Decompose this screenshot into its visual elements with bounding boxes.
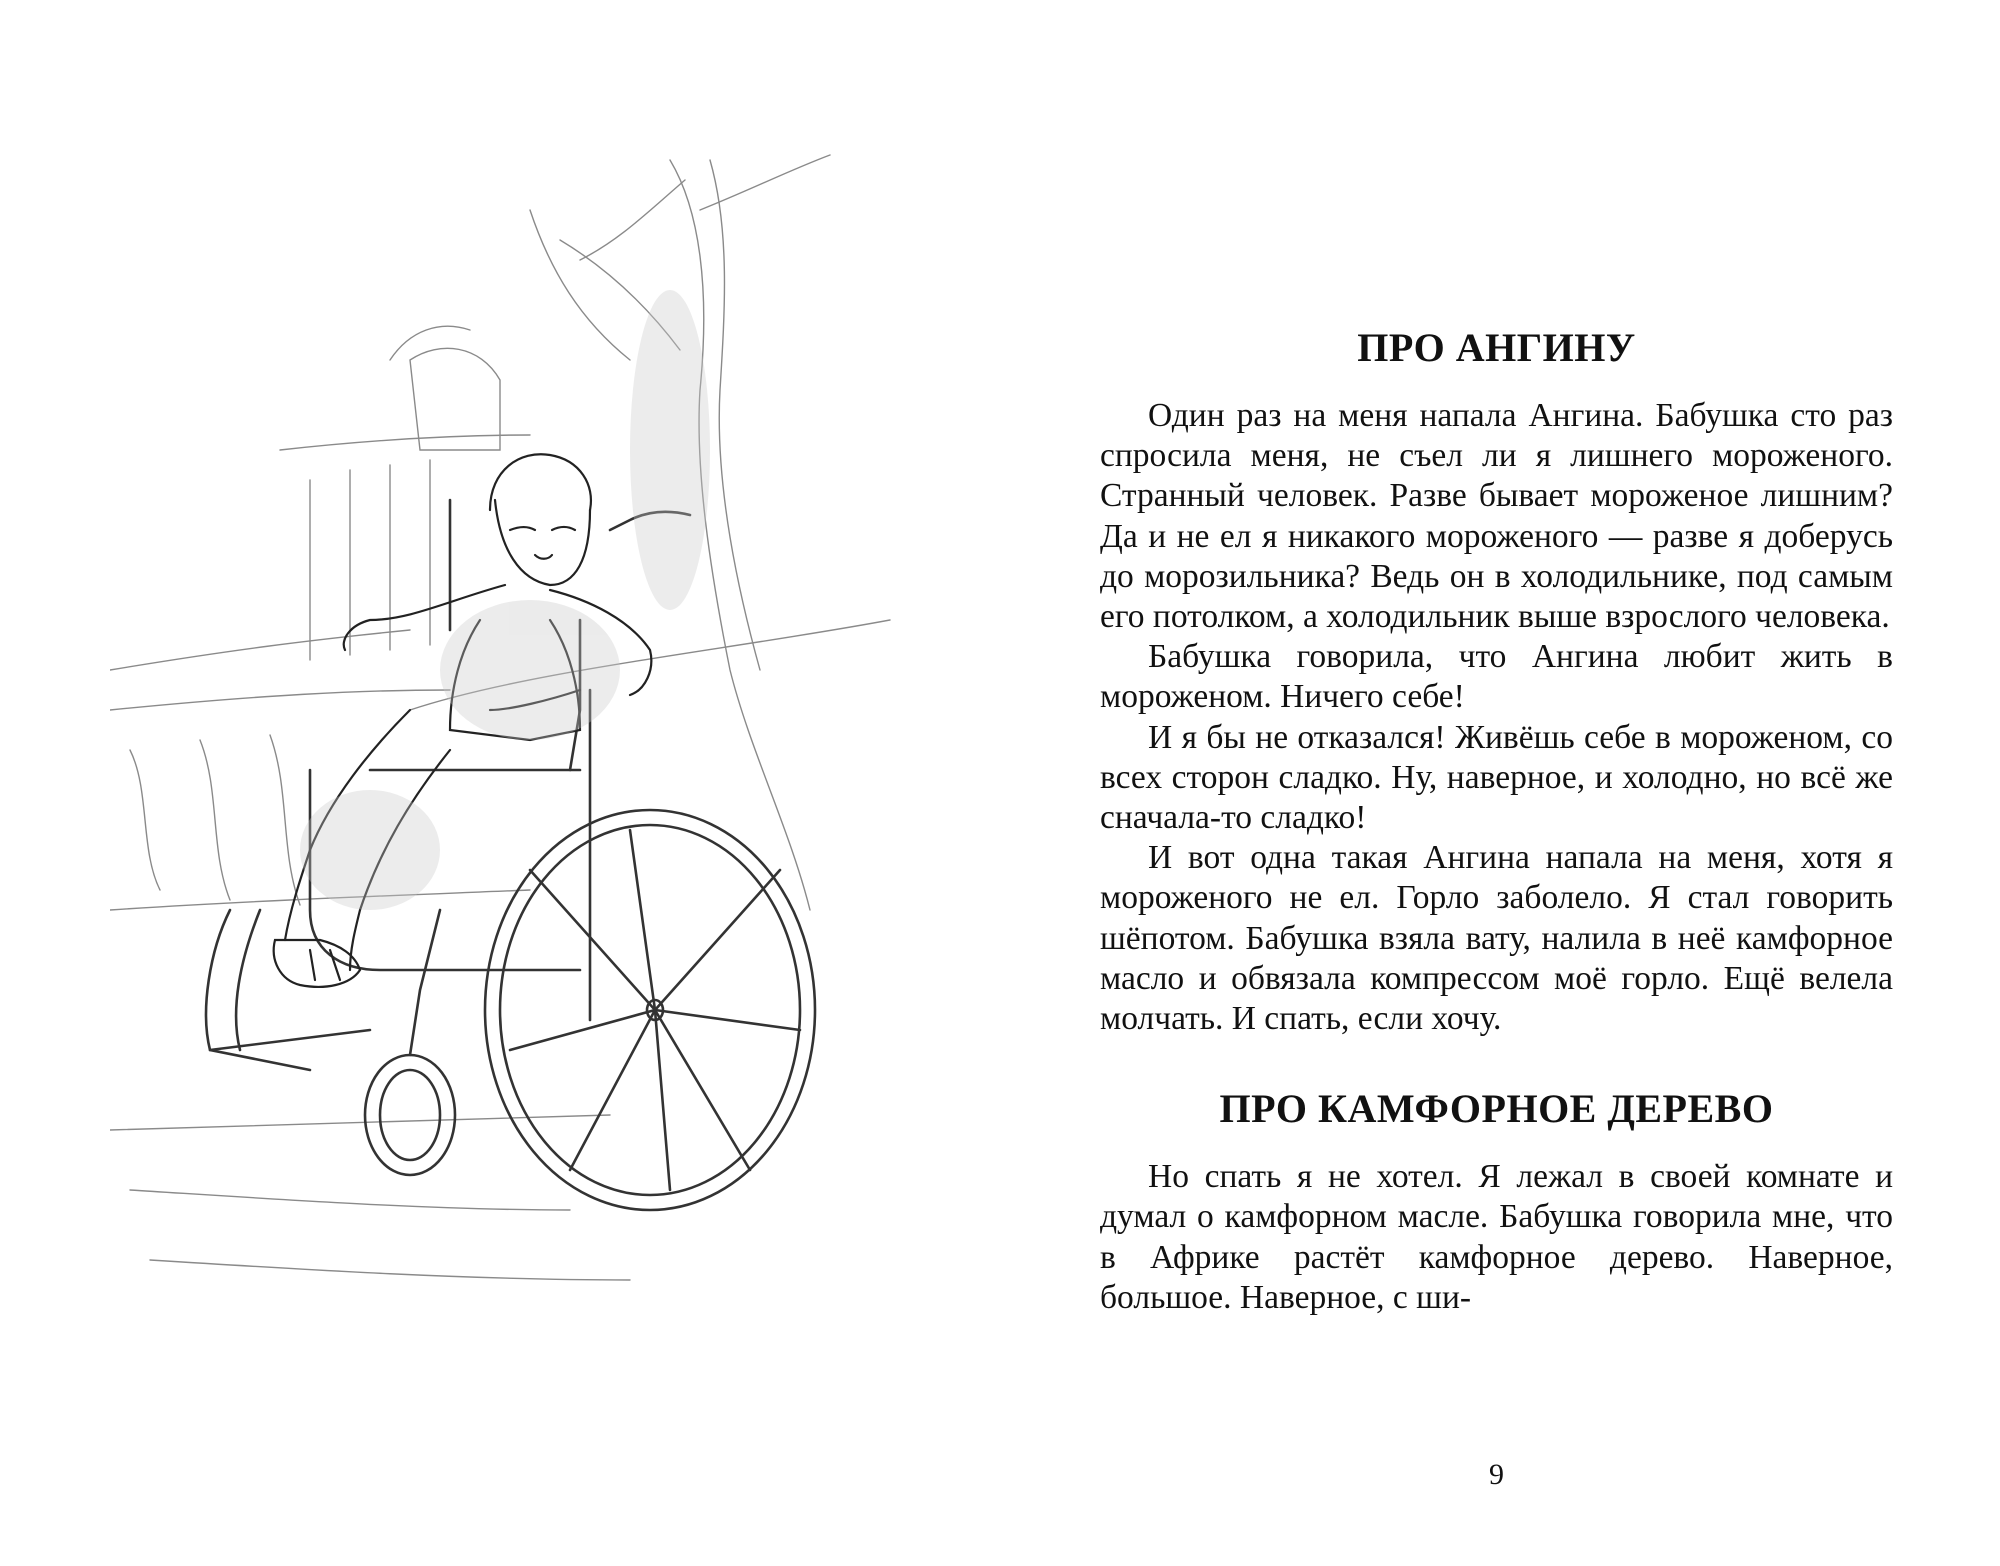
paragraph: Бабушка говорила, что Ангина любит жить в мороженом. Ничего себе!	[1100, 638, 1893, 716]
illustration-boy-in-wheelchair	[110, 150, 910, 1410]
paragraph: И вот одна такая Ангина напала на меня, хотя я мороженого не ел. Горло заболело. Я стал говорить шёпотом. Бабушка взяла вату, налила в неё камфорное масло и обвязала компрессом моё горло. Ещё велела молчать. И спать, если хочу.	[1100, 839, 1893, 1038]
section-about-camphor-tree	[1100, 1079, 1893, 1318]
sketch-boy	[274, 454, 652, 987]
paragraph: И я бы не отказался! Живёшь себе в мороженом, со всех сторон сладко. Ну, наверное, и холодно, но всё же сначала-то сладко!	[1100, 718, 1893, 837]
sketch-shading	[300, 290, 710, 910]
section-heading: ПРО АНГИНУ	[1357, 325, 1636, 370]
paragraph: Один раз на меня напала Ангина. Бабушка сто раз спросила меня, не съел ли я лишнего мороженого. Странный человек. Разве бывает мороженое лишним? Да и не ел я никакого мороженого — разве я доберусь до морозильника? Ведь он в холодильнике, под самым его потолком, а холодильник выше взрослого человека.	[1100, 397, 1893, 636]
paragraph: Но спать я не хотел. Я лежал в своей комнате и думал о камфорном масле. Бабушка говорила мне, что в Африке растёт камфорное дерево. Наверное, большое. Наверное, с ши-	[1100, 1158, 1893, 1316]
page-number: 9	[1489, 1458, 1504, 1491]
section-about-angina	[1100, 318, 1893, 1039]
text-page	[1100, 318, 1893, 1318]
pencil-sketch	[110, 150, 910, 1410]
section-heading: ПРО КАМФОРНОЕ ДЕРЕВО	[1219, 1086, 1774, 1132]
